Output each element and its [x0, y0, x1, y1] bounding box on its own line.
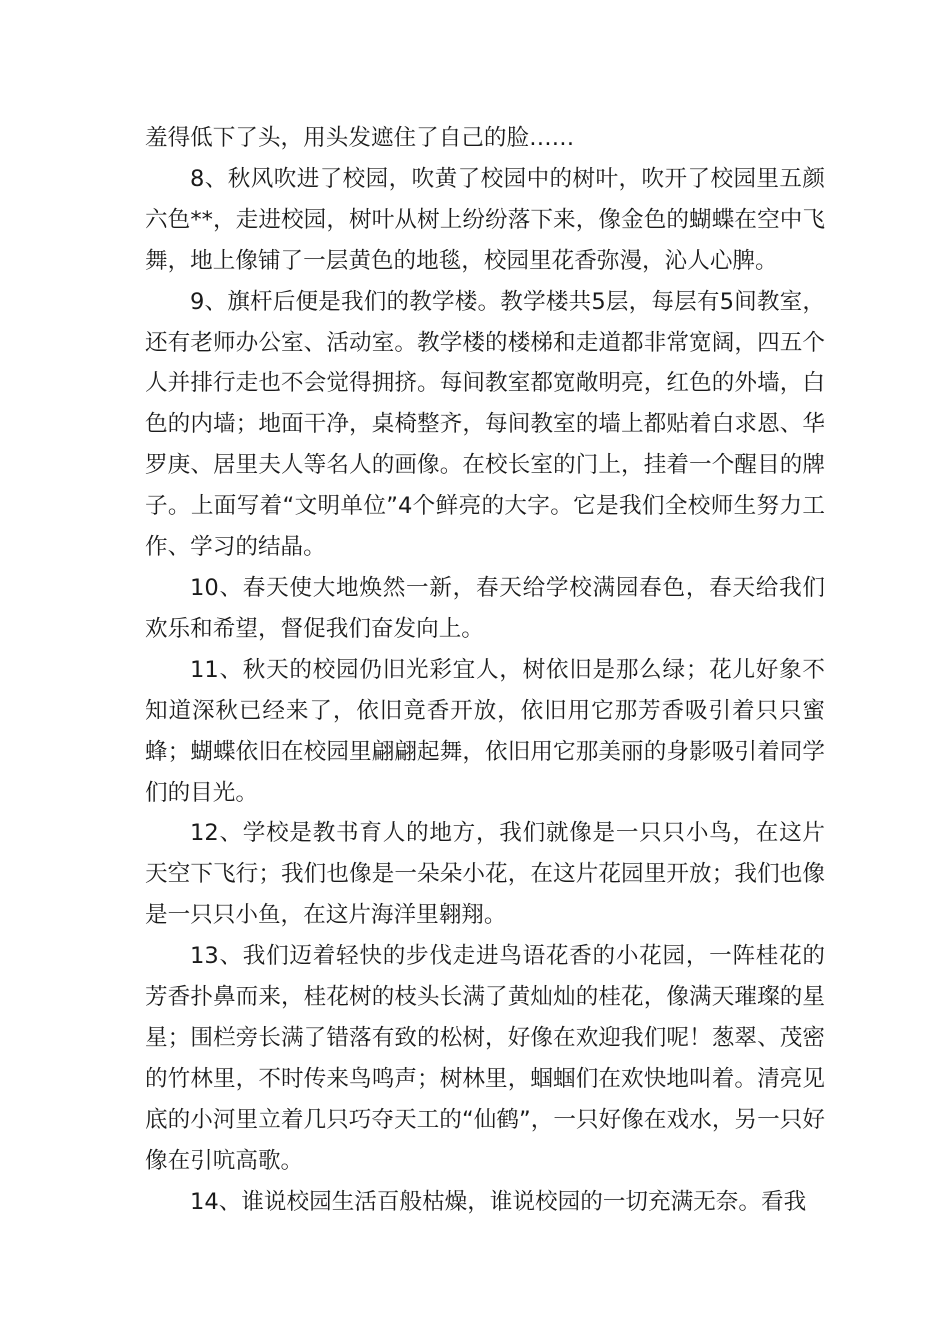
paragraph-9: 9、旗杆后便是我们的教学楼。教学楼共5层，每层有5间教室，还有老师办公室、活动室。教学楼的楼梯和走道都非常宽阔，四五个人并排行走也不会觉得拥挤。每间教室都宽敞明亮，红色的外墙，白色的内墙；地面干净，桌椅整齐，每间教室的墙上都贴着白求恩、华罗庚、居里夫人等名人的画像。在校长室的门上，挂着一个醒目的牌子。上面写着“文明单位”4个鲜亮的大字。它是我们全校师生努力工作、学习的结晶。 [145, 288, 825, 561]
paragraph-11: 11、秋天的校园仍旧光彩宜人，树依旧是那么绿；花儿好象不知道深秋已经来了，依旧竟香开放，依旧用它那芳香吸引着只只蜜蜂；蝴蝶依旧在校园里翩翩起舞，依旧用它那美丽的身影吸引着同学们的目光。 [145, 656, 825, 806]
paragraph-8: 8、秋风吹进了校园，吹黄了校园中的树叶，吹开了校园里五颜六色**，走进校园，树叶从树上纷纷落下来，像金色的蝴蝶在空中飞舞，地上像铺了一层黄色的地毯，校园里花香弥漫，沁人心脾。 [145, 165, 825, 274]
paragraph-10: 10、春天使大地焕然一新，春天给学校满园春色，春天给我们欢乐和希望，督促我们奋发向上。 [145, 574, 825, 642]
paragraph-continuation: 羞得低下了头，用头发遮住了自己的脸…… [145, 125, 575, 151]
paragraph-12: 12、学校是教书育人的地方，我们就像是一只只小鸟，在这片天空下飞行；我们也像是一朵朵小花，在这片花园里开放；我们也像是一只只小鱼，在这片海洋里翱翔。 [145, 820, 825, 929]
paragraph-14: 14、谁说校园生活百般枯燥，谁说校园的一切充满无奈。看我 [190, 1188, 807, 1215]
document-body [145, 118, 825, 1222]
paragraph-13: 13、我们迈着轻快的步伐走进鸟语花香的小花园，一阵桂花的芳香扑鼻而来，桂花树的枝头长满了黄灿灿的桂花，像满天璀璨的星星；围栏旁长满了错落有致的松树，好像在欢迎我们呢！葱翠、茂密的竹林里，不时传来鸟鸣声；树林里，蝈蝈们在欢快地叫着。清亮见底的小河里立着几只巧夺天工的“仙鹤”，一只好像在戏水，另一只好像在引吭高歌。 [145, 943, 825, 1174]
